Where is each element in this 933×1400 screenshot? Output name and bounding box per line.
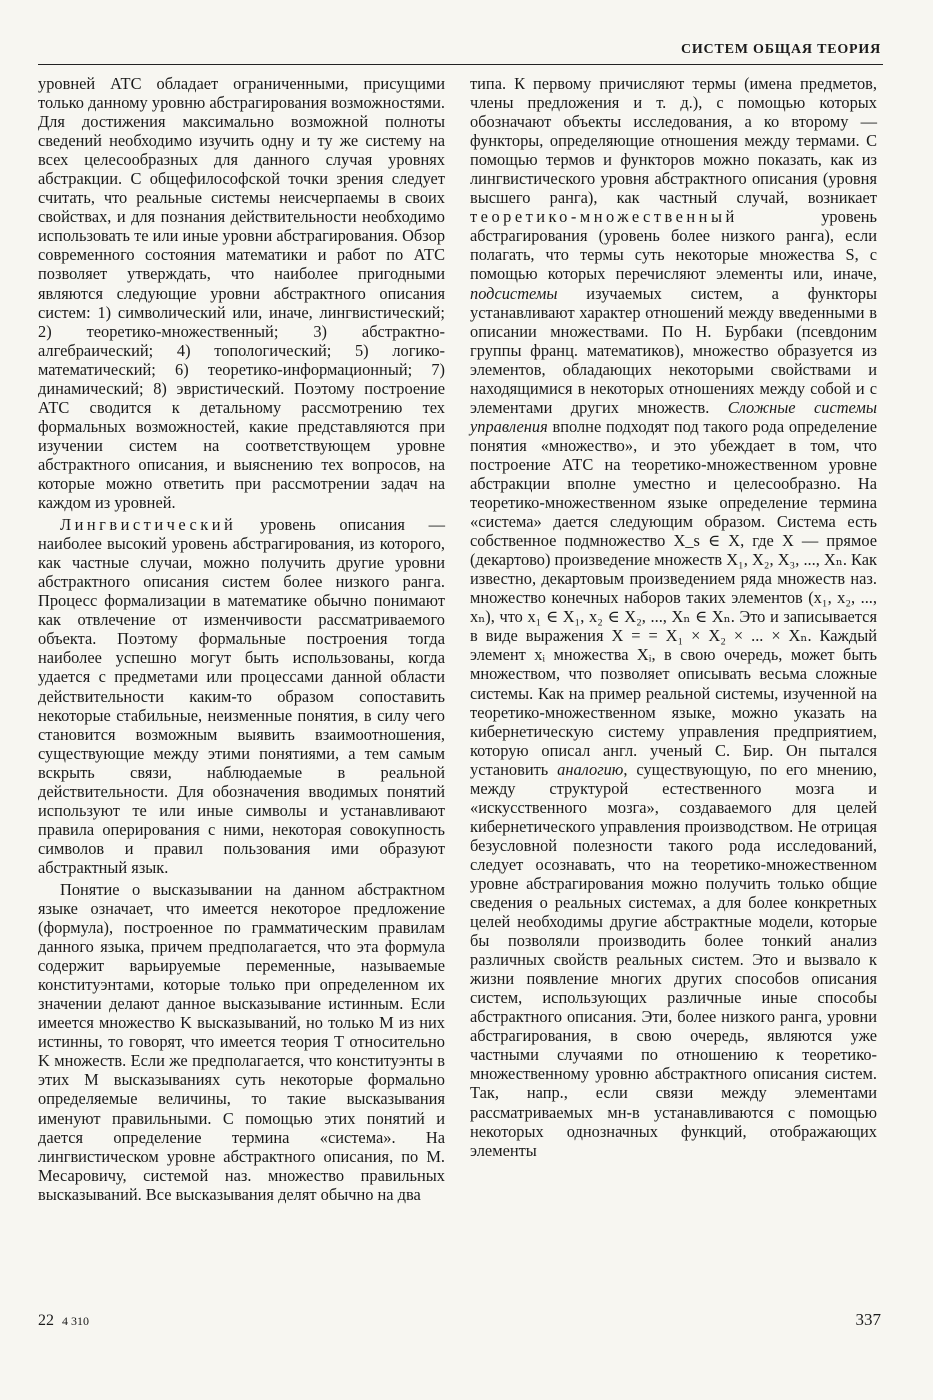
italic-term: аналогию (557, 759, 624, 779)
signature-number: 22 (38, 1312, 54, 1329)
italic-term: подсистемы (470, 283, 558, 303)
spaced-term: теоретико-множественный (470, 207, 738, 227)
paragraph (38, 515, 445, 877)
italic-term: Сложные системы управления (470, 397, 877, 436)
paragraph (470, 74, 877, 1160)
signature-code: 4 310 (62, 1314, 89, 1328)
paragraph: уровней АТС обладает ограниченными, присущими только данному уровню абстрагирования возможностями. Для достижения максимально возможной полноты сведений необходимо изучить одну и ту же систему на всех целесообразных для данного случая уровнях абстракции. С общефилософской точки зрения следует считать, что реальные системы неисчерпаемы в своих свойствах, и для познания действительности необходимо использовать те или иные уровни абстрагирования. Обзор современного состояния математики и работ по АТС позволяет утверждать, что наиболее пригодными являются следующие уровни абстрактного описания систем: 1) символический или, иначе, лингвистический; 2) теоретико-множественный; 3) абстрактно-алгебраический; 4) топологический; 5) логико-математический; 6) теоретико-информационный; 7) динамический; 8) эвристический. Поэтому построение АТС сводится к детальному рассмотрению тех формальных возможностей, какие представляются при изучении систем на соответствующем уровне абстрактного описания, и выяснению тех вопросов, на которые можно ответить при рассмотрении задач на каждом из уровней. (38, 74, 446, 513)
paragraph-text: изучаемых систем, а функторы устанавливают характер отношений между введенными в описании множествами. По Н. Бурбаки (псевдоним группы франц. математиков), множество образуется из элементов, обладающих некоторыми свойствами и находящимися в некоторых отношениях между собой и с элементами других множеств. (470, 283, 877, 417)
header-rule (38, 64, 883, 65)
page-number: 337 (855, 1310, 881, 1329)
paragraph-text: вполне подходят под такого рода определение понятия «множество», и это убеждает в том, что построение АТС на теоретико-множественном уровне абстракции вполне уместно и целесообразно. На теоретико-множественном языке определение термина «система» дается следующим образом. Система есть собственное подмножество X_s ∈ X, где X — прямое (декартово) произведение множеств X₁, X₂, X₃, ..., Xₙ. Как известно, декартовым произведением ряда множеств наз. множество конечных наборов таких элементов (x₁, x₂, ..., xₙ), что x₁ ∈ X₁, x₂ ∈ X₂, ..., Xₙ ∈ Xₙ. Это и записывается в виде выражения X = = X₁ × X₂ × ... × Xₙ. Каждый элемент xᵢ множества Xᵢ, в свою очередь, может быть множеством, что позволяет описывать весьма сложные системы. Как на пример реальной системы, изученной на теоретико-множественном языке, можно указать на кибернетическую систему управления предприятием, которую описал англ. ученый С. Бир. Он пытался установить (470, 416, 878, 779)
right-column (470, 74, 877, 1160)
left-column (38, 74, 445, 1204)
signature-mark (38, 1312, 89, 1330)
paragraph-text: типа. К первому причисляют термы (имена предметов, члены предложения и т. д.), с помощью которых обозначают объекты исследования, а ко второму — функторы, определяющие отношения между термами. С помощью термов и функторов можно показать, как из лингвистического уровня абстрактного описания (уровня высшего ранга), как частный случай, возникает (470, 74, 877, 208)
paragraph-text: уровень описания — наиболее высокий уровень абстрагирования, из которого, как частные случаи, можно получить другие уровни абстрактного описания систем более низкого ранга. Процесс формализации в математике обычно понимают как отвлечение от изменчивости рассматриваемого объекта. Поэтому формальные построения тогда наиболее успешно могут быть использованы, когда удается с предметами или процессами данной области действительности каким-то образом сопоставить некоторые стабильные, неизменные понятия, в силу чего становится возможным выявить взаимоотношения, существующие между этими понятиями, а тем самым вскрыть связи, наблюдаемые в реальной действительности. Для обозначения вводимых понятий используют те или иные символы и устанавливают правила оперирования с ними, некоторая совокупность символов и правил пользования ими образуют абстрактный язык. (38, 515, 445, 877)
running-head: СИСТЕМ ОБЩАЯ ТЕОРИЯ (680, 42, 881, 57)
paragraph: Понятие о высказывании на данном абстрактном языке означает, что имеется некоторое предложение (формула), построенное по грамматическим правилам данного языка, причем предполагается, что эта формула содержит варьируемые переменные, называемые конституэнтами, которые только при определенном их значении делают данное высказывание истинным. Если имеется множество K высказываний, но только M из них истинны, то говорят, что имеется теория T относительно K множеств. Если же предполагается, что конституэнты в этих M высказываниях суть некоторые формально определяемые величины, то такие высказывания именуют правильными. С помощью этих понятий и дается определение термина «система». На лингвистическом уровне абстрактного описания, по М. Месаровичу, системой наз. множество правильных высказываний. Все высказывания делят обычно на два (38, 879, 445, 1204)
spaced-term: Лингвистический (60, 515, 237, 535)
paragraph-text: , существующую, по его мнению, между структурой естественного мозга и «искусственного мозга», создаваемого для целей кибернетического управления производством. Не отрицая безусловной полезности такого рода исследований, следует осознавать, что на теоретико-множественном уровне абстрагирования можно получить только общие сведения о реальных системах, а для более конкретных целей необходимы другие абстрактные модели, которые бы позволяли производить более тонкий анализ различных свойств реальных систем. Это и вызвало к жизни появление многих других способов описания систем, использующих различные иные способы абстрактного описания. Эти, более низкого ранга, уровни абстрагирования, в свою очередь, являются уже частными случаями по отношению к теоретико-множественному уровню абстрактного описания систем. Так, напр., если связи между элементами рассматриваемых мн-в устанавливаются с помощью некоторых однозначных функций, отображающих элементы (470, 759, 877, 1160)
paragraph-text: уровень абстрагирования (уровень более низкого ранга), если полагать, что термы суть некоторые множества S, с помощью которых перечисляют элементы или, иначе, (470, 207, 877, 284)
